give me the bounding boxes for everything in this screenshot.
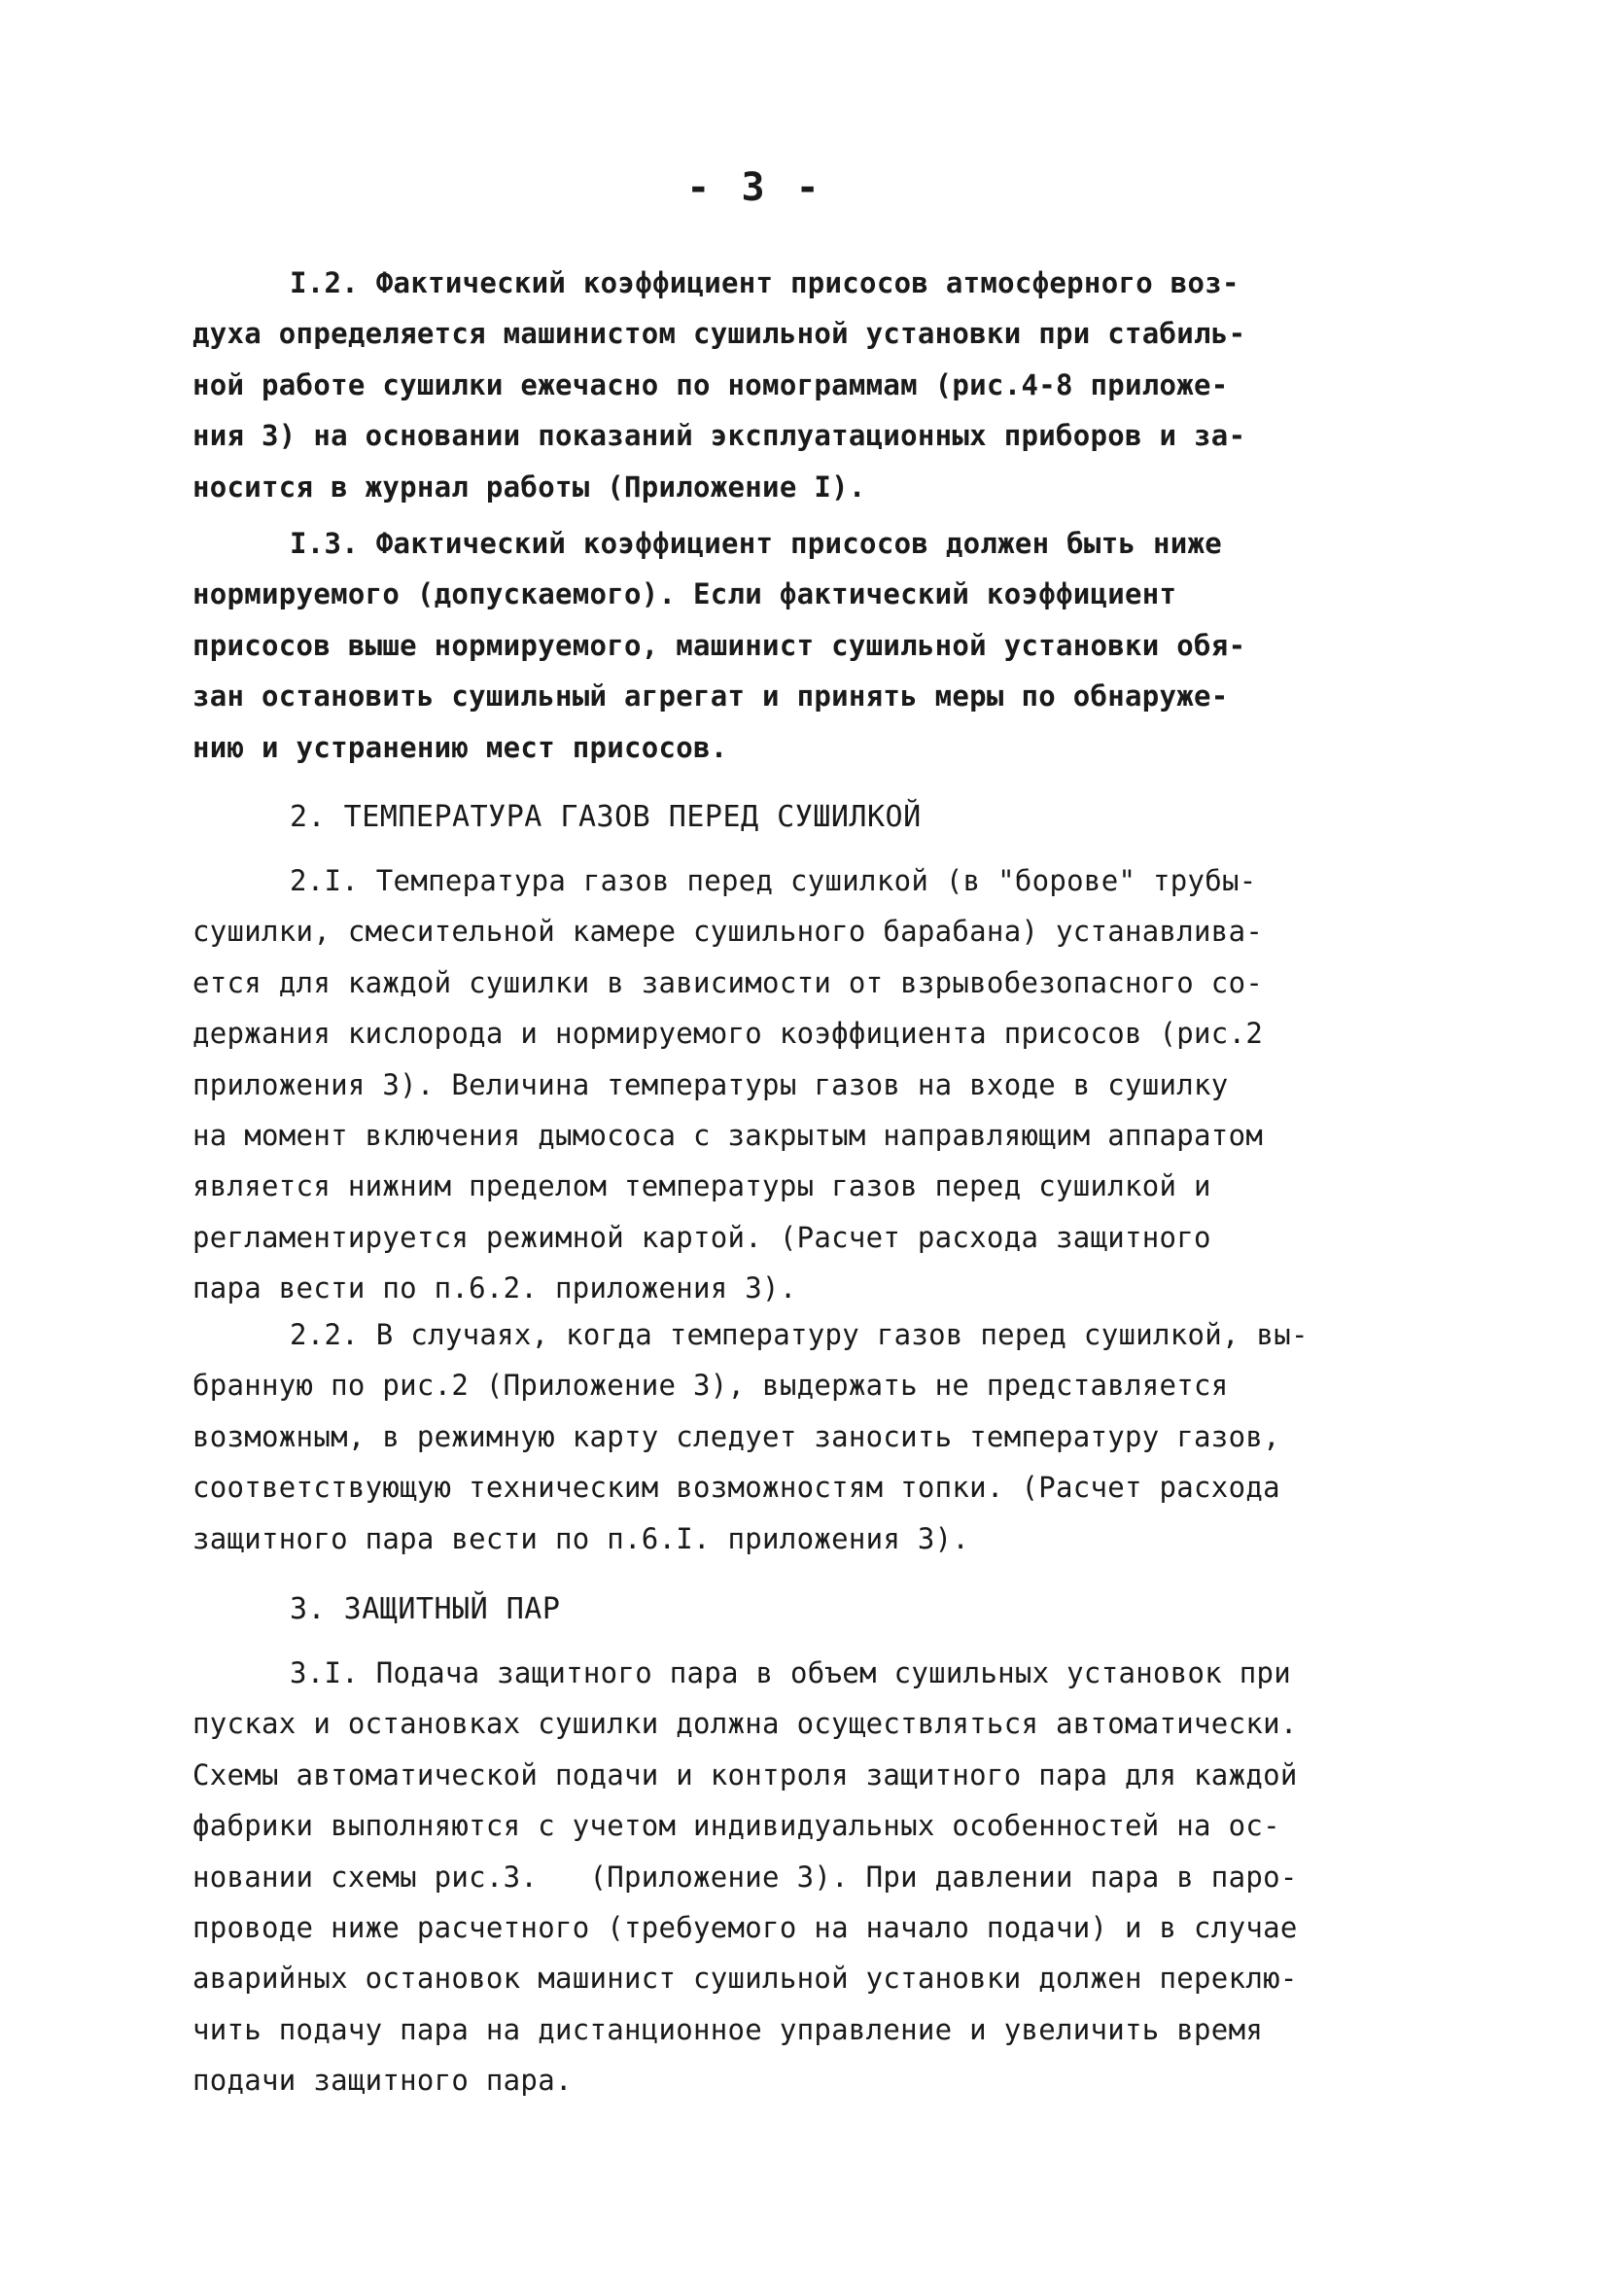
text-line: нормируемого (допускаемого). Если фактический коэффициент xyxy=(192,577,1177,611)
paragraph-2-1 xyxy=(192,855,1456,1314)
text-line: I.3. Фактический коэффициент присосов должен быть ниже xyxy=(290,527,1223,560)
paragraph-1-2 xyxy=(192,258,1456,512)
text-line: соответствующую техническим возможностям топки. (Расчет расхода xyxy=(192,1471,1280,1505)
text-line: ется для каждой сушилки в зависимости от взрывобезопасного со- xyxy=(192,965,1264,999)
text-line: на момент включения дымососа с закрытым направляющим аппаратом xyxy=(192,1119,1264,1153)
text-line: защитного пара вести по п.6.I. приложения 3). xyxy=(192,1521,970,1555)
text-line: сушилки, смесительной камере сушильного барабана) устанавлива- xyxy=(192,915,1264,949)
text-line: ния 3) на основании показаний эксплуатационных приборов и за- xyxy=(192,419,1246,453)
paragraph-1-3 xyxy=(192,518,1456,773)
text-line: бранную по рис.2 (Приложение 3), выдержать не представляется xyxy=(192,1369,1229,1403)
text-line: присосов выше нормируемого, машинист сушильной установки обя- xyxy=(192,628,1246,662)
text-line: проводе ниже расчетного (требуемого на начало подачи) и в случае xyxy=(192,1911,1298,1945)
text-line: Схемы автоматической подачи и контроля защитного пара для каждой xyxy=(192,1757,1298,1792)
text-line: приложения 3). Величина температуры газов на входе в сушилку xyxy=(192,1067,1229,1101)
text-line: 2.I. Температура газов перед сушилкой (в "борове" трубы- xyxy=(290,864,1257,897)
text-line: I.2. Фактический коэффициент присосов атмосферного воз- xyxy=(290,266,1240,299)
section-heading-2: 2. ТЕМПЕРАТУРА ГАЗОВ ПЕРЕД СУШИЛКОЙ xyxy=(290,800,922,834)
text-line: фабрики выполняются с учетом индивидуальных особенностей на ос- xyxy=(192,1809,1280,1843)
text-line: нию и устранению мест присосов. xyxy=(192,730,728,764)
text-line: аварийных остановок машинист сушильной установки должен переклю- xyxy=(192,1962,1298,1996)
text-line: пара вести по п.6.2. приложения 3). xyxy=(192,1271,797,1305)
text-line: держания кислорода и нормируемого коэффициента присосов (рис.2 xyxy=(192,1017,1264,1051)
text-line: носится в журнал работы (Приложение I). xyxy=(192,470,866,504)
text-line: ной работе сушилки ежечасно по номограммам (рис.4-8 приложе- xyxy=(192,367,1229,401)
text-line: подачи защитного пара. xyxy=(192,2064,573,2098)
text-line: зан остановить сушильный агрегат и принять меры по обнаруже- xyxy=(192,679,1229,713)
section-heading-3: 3. ЗАЩИТНЫЙ ПАР xyxy=(290,1592,561,1626)
text-line: 3.I. Подача защитного пара в объем сушильных установок при xyxy=(290,1656,1292,1689)
text-line: 2.2. В случаях, когда температуру газов перед сушилкой, вы- xyxy=(290,1318,1309,1351)
text-line: новании схемы рис.3. (Приложение 3). При давлении пара в паро- xyxy=(192,1860,1298,1894)
text-line: возможным, в режимную карту следует заносить температуру газов, xyxy=(192,1419,1280,1453)
paragraph-2-2 xyxy=(192,1309,1456,1564)
text-line: духа определяется машинистом сушильной установки при стабиль- xyxy=(192,317,1246,351)
text-line: является нижним пределом температуры газов перед сушилкой и xyxy=(192,1169,1211,1203)
text-line: чить подачу пара на дистанционное управление и увеличить время xyxy=(192,2012,1264,2046)
paragraph-3-1 xyxy=(192,1648,1456,2106)
text-line: пусках и остановках сушилки должна осуществляться автоматически. xyxy=(192,1707,1298,1741)
page-number: - 3 - xyxy=(686,165,823,210)
text-line: регламентируется режимной картой. (Расчет расхода защитного xyxy=(192,1220,1211,1254)
